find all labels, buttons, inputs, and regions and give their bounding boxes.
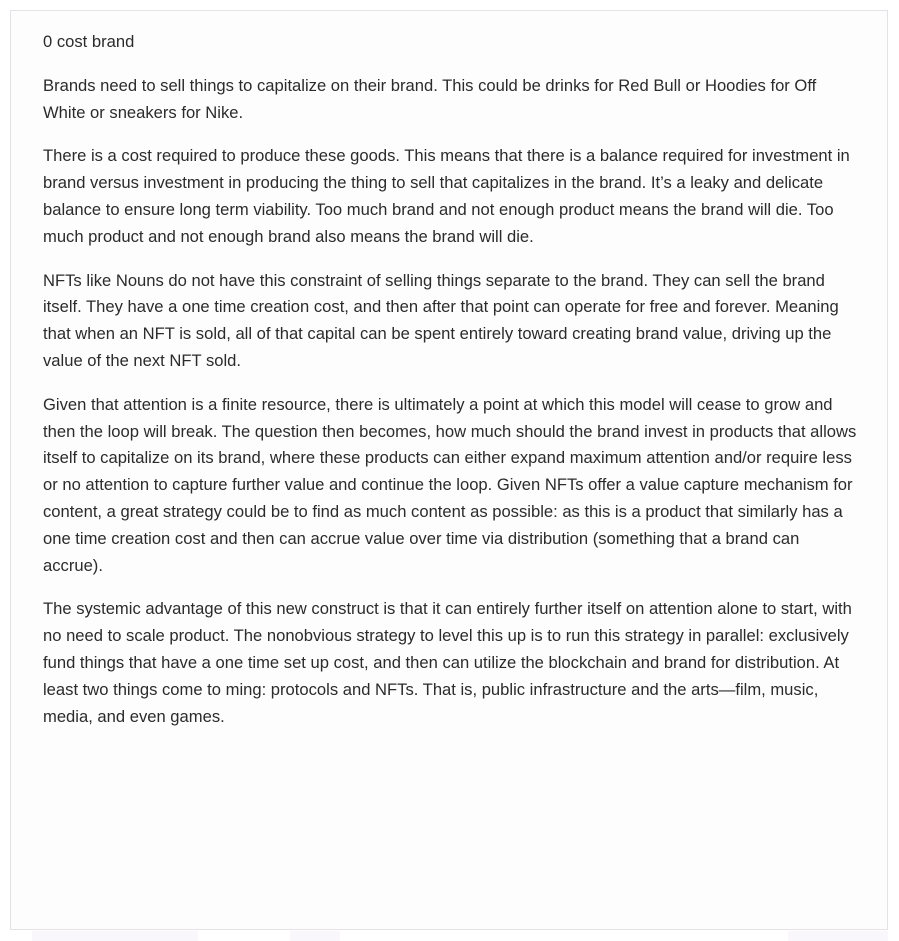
document-content	[43, 29, 859, 747]
paragraph-nfts: NFTs like Nouns do not have this constraint of selling things separate to the brand. They can sell the brand itself. They have a one time creation cost, and then after that point can operate for free and forever. Meaning that when an NFT is sold, all of that capital can be spent entirely toward creating brand value, driving up the value of the next NFT sold.	[43, 270, 839, 370]
bottom-shadow-right	[788, 931, 888, 941]
paragraph-attention: Given that attention is a finite resource, there is ultimately a point at which this model will cease to grow and then the loop will break. The question then becomes, how much should the brand invest in products that allows itself to capitalize on its brand, where these products can either expand maximum attention and/or require less or no attention to capture further value and continue the loop. Given NFTs offer a value capture mechanism for content, a great strategy could be to find as much content as possible: as this is a product that similarly has a one time creation cost and then can accrue value over time via distribution (something that a brand can accrue).	[43, 394, 857, 575]
document-card	[10, 10, 888, 930]
paragraph-systemic-advantage: The systemic advantage of this new construct is that it can entirely further itself on attention alone to start, with no need to scale product. The nonobvious strategy to level this up is to run this strategy in parallel: exclusively fund things that have a one time set up cost, and then can utilize the blockchain and brand for distribution. At least two things come to ming: protocols and NFTs. That is, public infrastructure and the arts—film, music, media, and even games.	[43, 599, 852, 726]
document-title: 0 cost brand	[43, 32, 135, 51]
paragraph-cost: There is a cost required to produce these goods. This means that there is a balance required for investment in brand versus investment in producing the thing to sell that capitalizes in the brand. It’s a leaky and delicate balance to ensure long term viability. Too much brand and not enough product means the brand will die. Too much product and not enough brand also means the brand will die.	[43, 146, 850, 246]
paragraph-brands: Brands need to sell things to capitalize on their brand. This could be drinks for Red Bull or Hoodies for Off White or sneakers for Nike.	[43, 75, 817, 122]
bottom-shadow-middle	[290, 931, 340, 941]
bottom-shadow-left	[32, 931, 198, 941]
